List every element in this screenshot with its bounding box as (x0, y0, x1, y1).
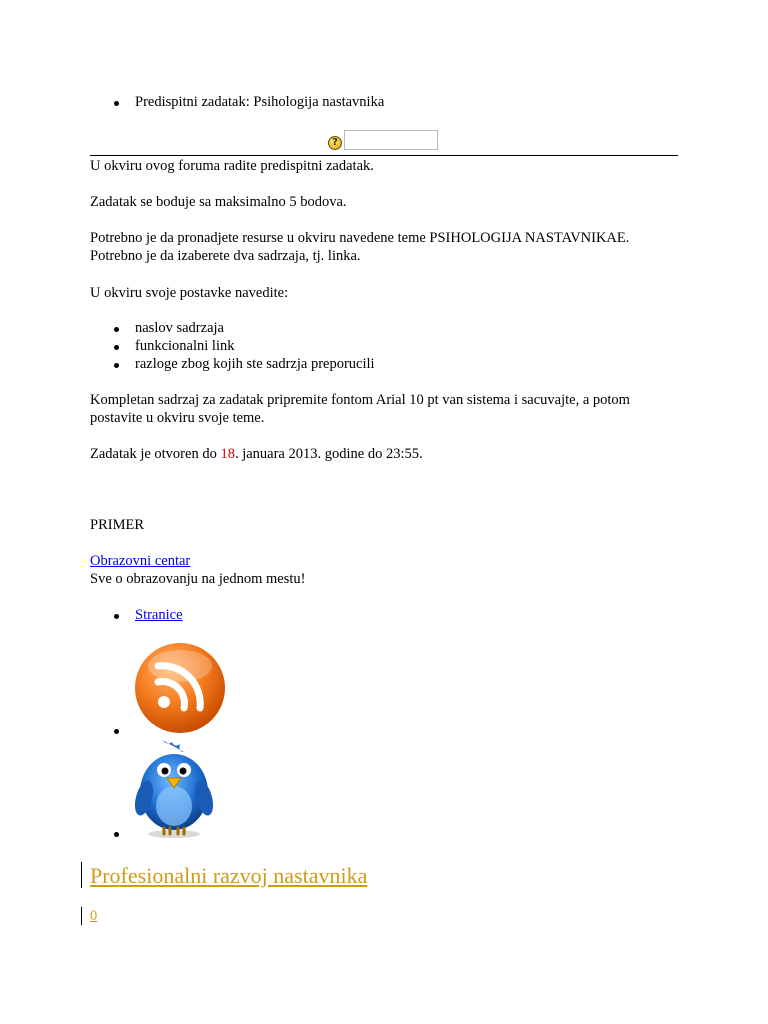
assignment-title: Predispitni zadatak: Psihologija nastavnika (135, 94, 385, 110)
comment-left-border (81, 907, 82, 925)
list-bullet (114, 614, 119, 619)
deadline-day: 18 (220, 446, 235, 462)
format-line-2: postavite u okviru svoje teme. (90, 410, 265, 426)
list-bullet (114, 363, 119, 368)
list-intro-text: U okviru svoje postavke navedite: (90, 285, 289, 301)
twitter-bird-icon[interactable] (134, 736, 214, 840)
list-bullet (114, 729, 119, 734)
help-question-icon[interactable]: ? (328, 136, 342, 150)
list-item: naslov sadrzaja (135, 320, 224, 336)
list-bullet (114, 327, 119, 332)
instructions-line-1: Potrebno je da pronadjete resurse u okviru navedene teme PSIHOLOGIJA NASTAVNIKAE. (90, 230, 630, 246)
list-bullet (114, 832, 119, 837)
post-title-wrap (90, 862, 367, 893)
list-item: razloge zbog kojih ste sadrzja preporucili (135, 356, 375, 372)
deadline-suffix: . januara 2013. godine do 23:55. (234, 446, 423, 462)
rss-feed-icon[interactable] (134, 640, 226, 736)
instructions-line-2: Potrebno je da izaberete dva sadrzaja, tj. linka. (90, 248, 361, 264)
nav-link-stranice[interactable]: Stranice (135, 607, 183, 623)
heading-left-border (81, 862, 82, 888)
example-label: PRIMER (90, 517, 144, 533)
nav-item (135, 606, 183, 624)
horizontal-rule (90, 155, 678, 156)
format-line-1: Kompletan sadrzaj za zadatak pripremite fontom Arial 10 pt van sistema i sacuvajte, a potom (90, 392, 630, 408)
deadline-prefix: Zadatak je otvoren do (90, 446, 221, 462)
list-item: funkcionalni link (135, 338, 235, 354)
list-bullet (114, 345, 119, 350)
post-title-link[interactable]: Profesionalni razvoj nastavnika (90, 863, 368, 888)
list-bullet (114, 101, 119, 106)
site-link-wrap (90, 552, 190, 570)
comment-count-wrap (90, 907, 97, 925)
comment-count-link[interactable]: 0 (90, 908, 98, 924)
site-link[interactable]: Obrazovni centar (90, 553, 191, 569)
intro-text: U okviru ovog foruma radite predispitni zadatak. (90, 158, 374, 174)
site-tagline: Sve o obrazovanju na jednom mestu! (90, 571, 306, 587)
points-text: Zadatak se boduje sa maksimalno 5 bodova. (90, 194, 347, 210)
deadline-text (90, 445, 423, 463)
answer-input[interactable] (344, 130, 438, 150)
